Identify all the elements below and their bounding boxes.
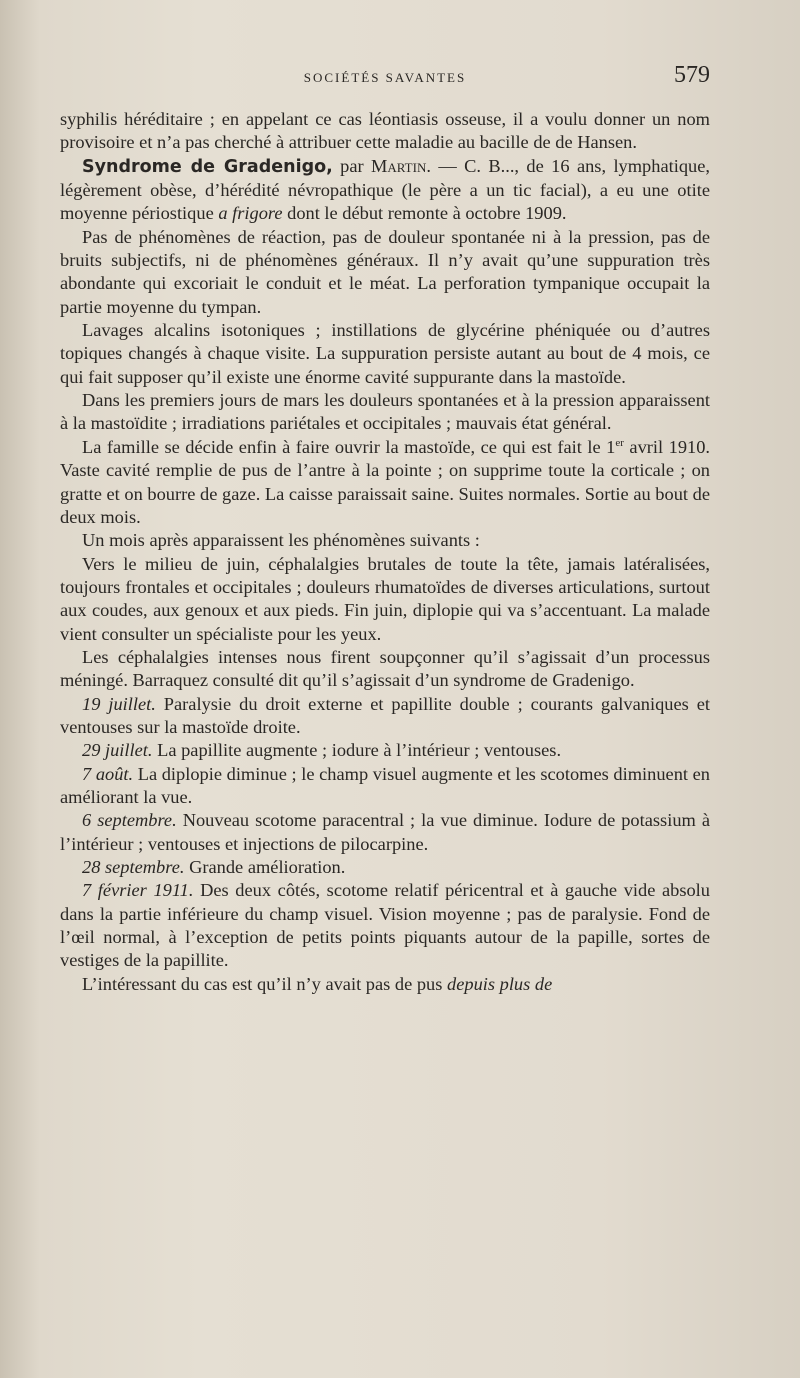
entry-7-aout [60,763,710,810]
entry-date: 29 juillet. [82,740,153,761]
entry-19-juillet [60,693,710,740]
ordinal-superscript: er [615,436,624,449]
paragraph-2-text: . — C. B..., de 16 ans, lymphatique, légèrement obèse, d’hérédité névropathique (le père a un tic facial), a eu une otite moyenne périostique [60,155,710,224]
paragraph-6-text: La famille se décide enfin à faire ouvrir la mastoïde, ce qui est fait le 1 [82,436,616,457]
entry-text: La diplopie diminue ; le champ visuel augmente et les scotomes diminuent en améliorant la vue. [60,763,710,807]
paragraph-6-text-end: avril 1910. Vaste cavité remplie de pus de l’antre à la pointe ; on supprime toute la corticale ; on gratte et on bourre de gaze. La caisse paraissait saine. Suites normales. Sortie au bout de deux mois. [60,436,711,527]
entry-date: 7 août. [82,763,134,784]
by-text: par [332,155,372,176]
entry-date: 7 février 1911. [82,880,194,901]
article-body [60,108,710,996]
running-head: SOCIÉTÉS SAVANTES [303,70,467,85]
italic-term: a frigore [218,203,283,224]
paragraph-4: Lavages alcalins isotoniques ; instillations de glycérine phéniquée ou d’autres topiques changés à chaque visite. La suppuration persiste autant au bout de 4 mois, ce qui fait supposer qu’il existe une énorme cavité suppurante dans la mastoïde. [60,320,710,387]
page-number: 579 [674,62,710,88]
paragraph-2 [60,155,710,226]
entry-text: Nouveau scotome paracentral ; la vue diminue. Iodure de potassium à l’intérieur ; ventouses et injections de pilocarpine. [60,810,710,854]
page-header [60,62,710,102]
paragraph-6 [60,436,710,529]
paragraph-1: syphilis héréditaire ; en appelant ce cas léontiasis osseuse, il a voulu donner un nom provisoire et n’a pas cherché à attribuer cette maladie au bacille de de Hansen. [60,109,710,153]
entry-6-septembre [60,809,710,856]
paragraph-5: Dans les premiers jours de mars les douleurs spontanées et à la pression apparaissent à la mastoïdite ; irradiations pariétales et occipitales ; mauvais état général. [60,390,710,434]
paragraph-9: Les céphalalgies intenses nous firent soupçonner qu’il s’agissait d’un processus méningé. Barraquez consulté dit qu’il s’agissait d’un syndrome de Gradenigo. [60,646,710,691]
entry-date: 6 septembre. [82,810,177,831]
entry-text: Grande amélioration. [184,857,346,877]
paragraph-final [60,973,710,996]
paragraph-3: Pas de phénomènes de réaction, pas de douleur spontanée ni à la pression, pas de bruits subjectifs, ni de phénomènes généraux. Il n’y avait qu’une suppuration très abondante qui excoriait le conduit et le méat. La perforation tympanique occupait la partie moyenne du tympan. [60,226,710,317]
section-title: Syndrome de Gradenigo, [82,156,333,177]
entry-7-fevrier-1911 [60,879,710,972]
author-name: Martin [371,155,427,176]
entry-text: La papillite augmente ; iodure à l’intérieur ; ventouses. [152,740,562,761]
paragraph-8: Vers le milieu de juin, céphalalgies brutales de toute la tête, jamais latéralisées, toujours frontales et occipitales ; douleurs rhumatoïdes de diverses articulations, surtout aux coudes, aux genoux et aux pieds. Fin juin, diplopie qui va s’accentuant. La malade vient consulter un spécialiste pour les yeux. [60,553,710,644]
paragraph-2-text-end: dont le début remonte à octobre 1909. [282,203,567,224]
entry-text: Paralysie du droit externe et papillite double ; courants galvaniques et ventouses sur la mastoïde droite. [60,693,710,737]
entry-28-septembre [60,856,710,879]
paragraph-7: Un mois après apparaissent les phénomènes suivants : [82,530,480,551]
entry-29-juillet [60,739,710,762]
final-text: L’intéressant du cas est qu’il n’y avait pas de pus [82,973,448,994]
entry-date: 28 septembre. [82,857,185,877]
entry-date: 19 juillet. [82,693,156,714]
entry-text: Des deux côtés, scotome relatif péricentral et à gauche vide absolu dans la partie inférieure du champ visuel. Vision moyenne ; pas de paralysie. Fond de l’œil normal, à l’exception de petits points piquants autour de la papille, sortes de vestiges de la papillite. [60,880,710,971]
final-italic-text: depuis plus de [447,973,553,994]
